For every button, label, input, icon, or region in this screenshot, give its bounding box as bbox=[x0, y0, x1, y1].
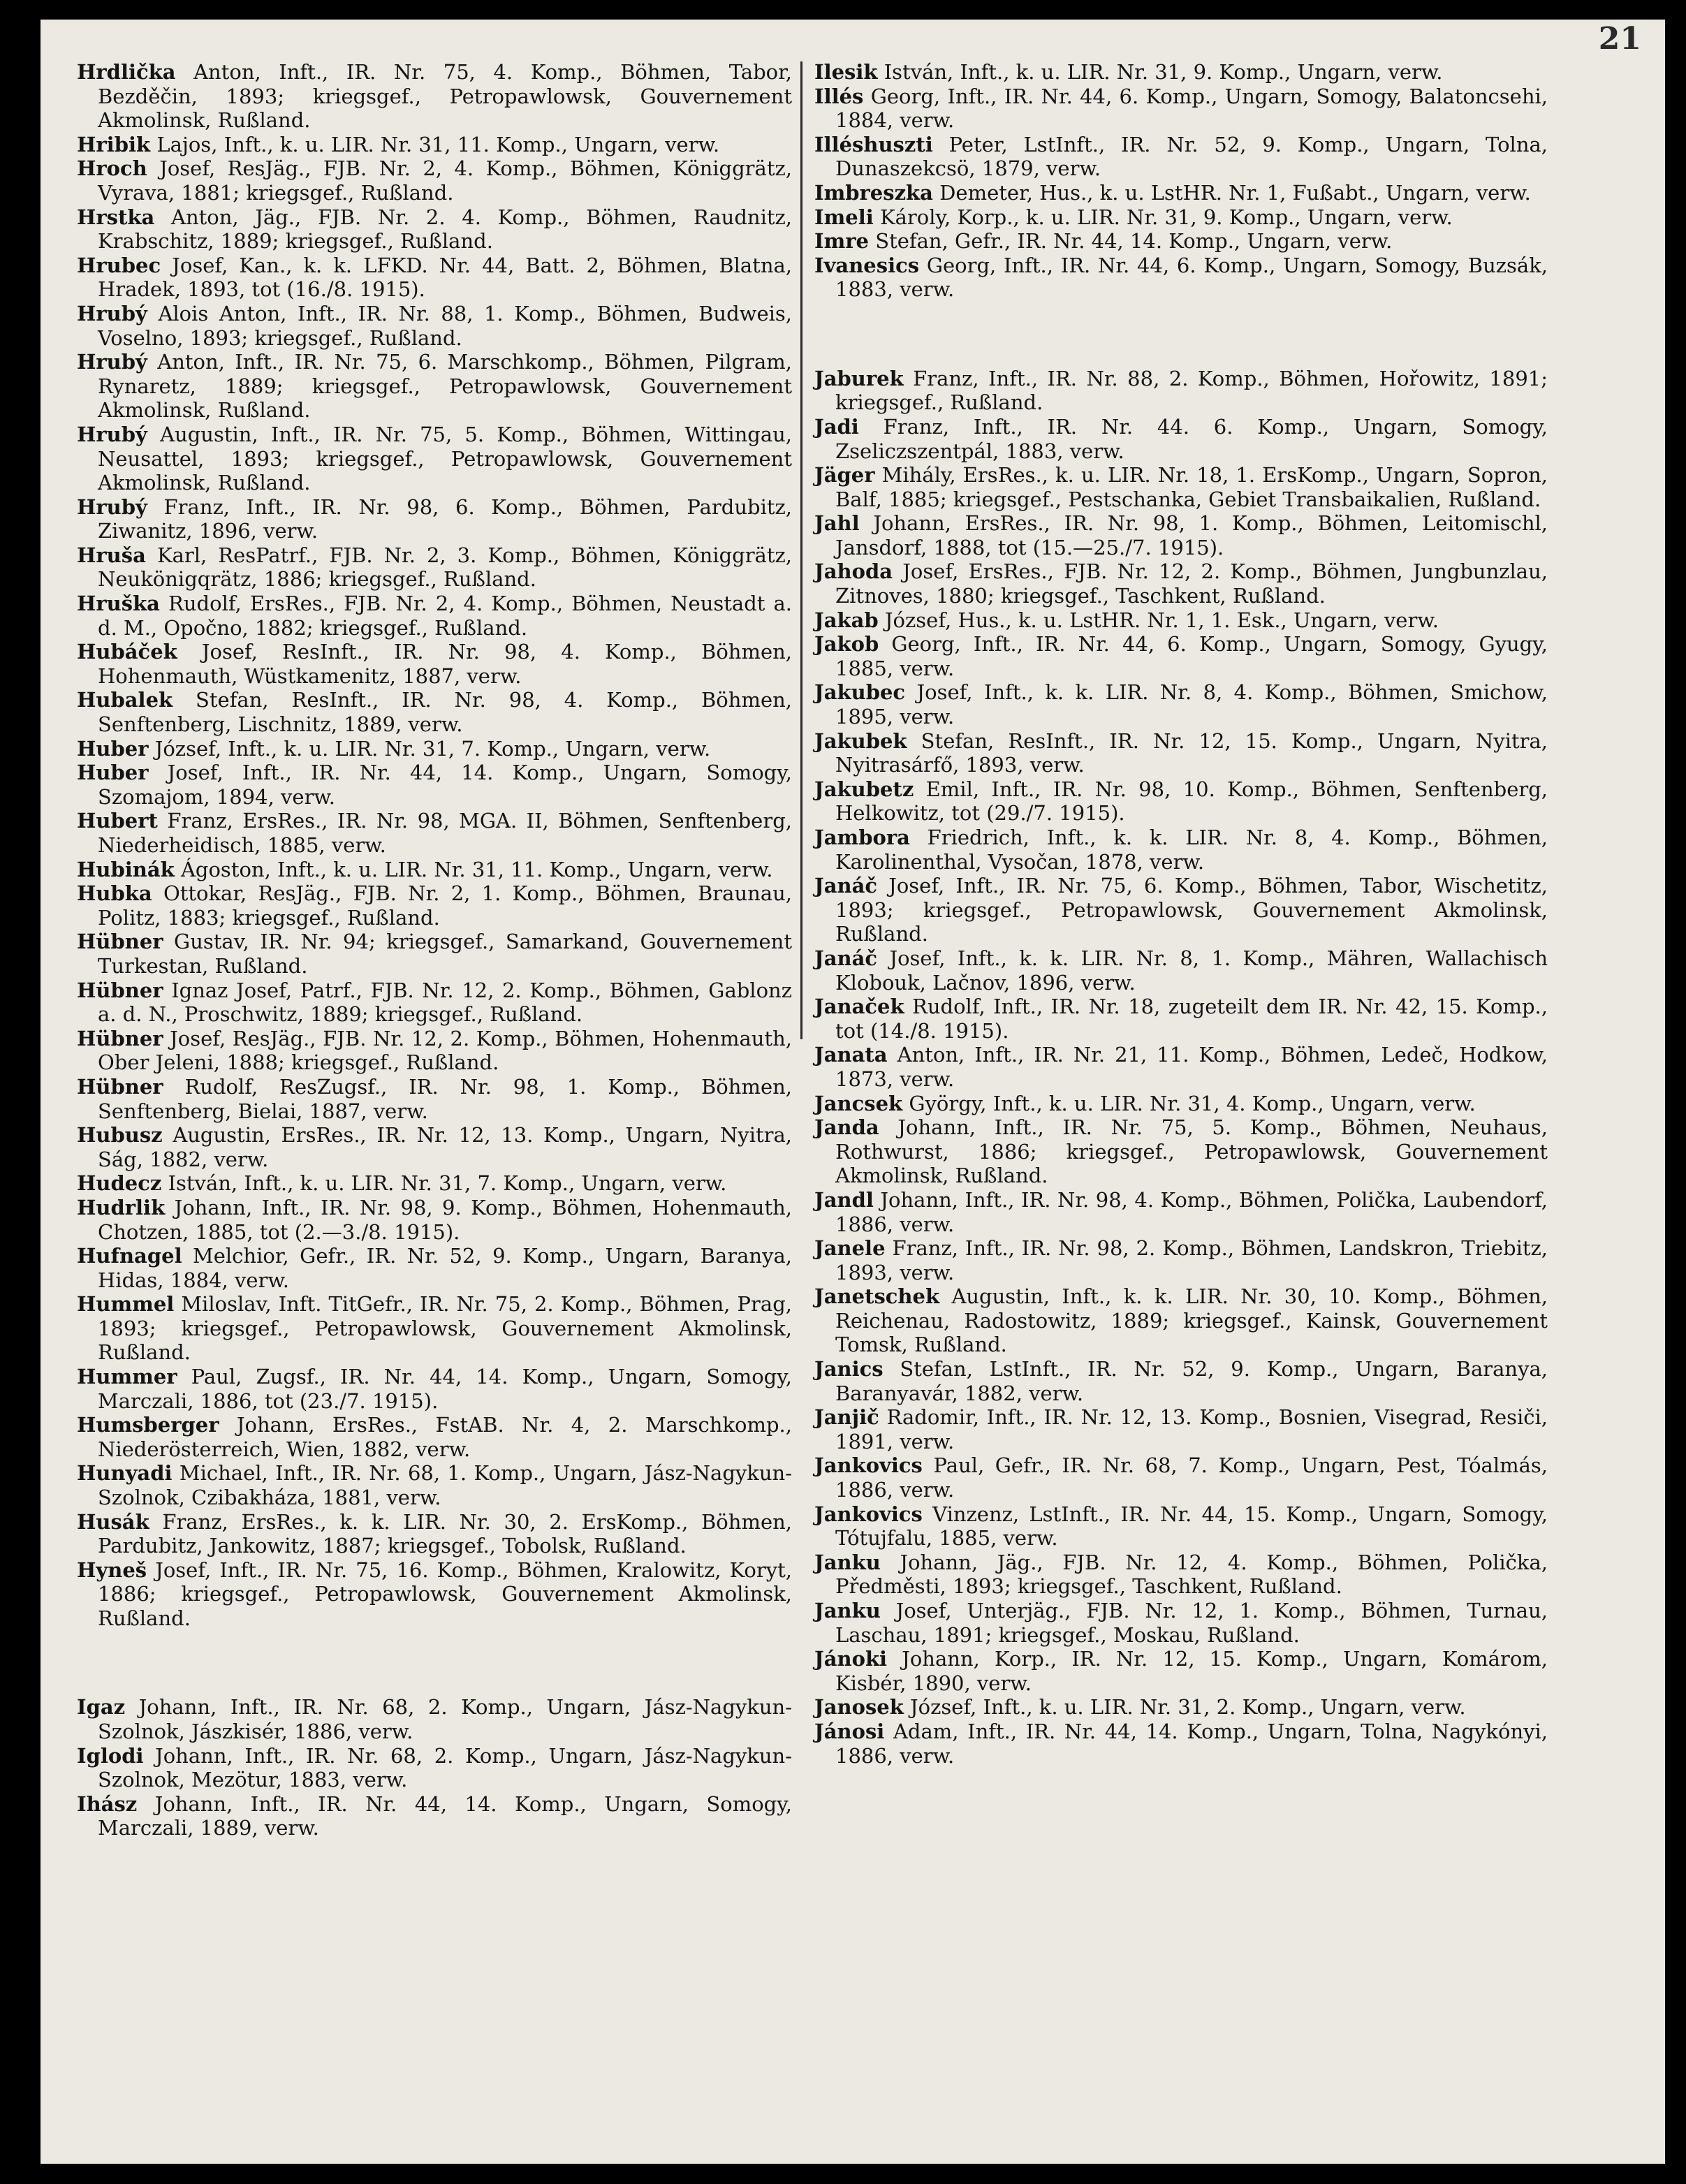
entry-surname: Janetschek bbox=[814, 1284, 940, 1309]
list-item bbox=[814, 1502, 1548, 1551]
entry-surname: Hubka bbox=[77, 881, 152, 906]
list-item bbox=[77, 254, 792, 302]
entry-details: Anton, Inft., IR. Nr. 21, 11. Komp., Böhmen, Ledeč, Hodkow, 1873, verw. bbox=[835, 1043, 1548, 1091]
entry-details: Vinzenz, LstInft., IR. Nr. 44, 15. Komp., Ungarn, Somogy, Tótujfalu, 1885, verw. bbox=[835, 1502, 1548, 1551]
entry-details: Friedrich, Inft., k. k. LIR. Nr. 8, 4. Komp., Böhmen, Karolinenthal, Vysočan, 1878, verw. bbox=[835, 826, 1548, 874]
entry-surname: Hrstka bbox=[77, 205, 155, 229]
list-item bbox=[77, 1196, 792, 1244]
list-item bbox=[814, 1720, 1548, 1768]
column-divider bbox=[800, 61, 802, 1039]
list-item bbox=[77, 1558, 792, 1631]
list-item bbox=[814, 85, 1548, 133]
entry-details: Johann, Inft., IR. Nr. 68, 2. Komp., Ungarn, Jász-Nagykun-Szolnok, Mezötur, 1883, verw. bbox=[98, 1743, 793, 1792]
entry-surname: Janata bbox=[814, 1043, 888, 1067]
entry-surname: Janics bbox=[814, 1357, 884, 1382]
entry-details: Radomir, Inft., IR. Nr. 12, 13. Komp., Bosnien, Visegrad, Resiči, 1891, verw. bbox=[835, 1405, 1548, 1453]
entry-surname: Hrubý bbox=[77, 350, 147, 374]
list-item bbox=[814, 559, 1548, 608]
list-item bbox=[77, 1244, 792, 1292]
entry-details: Ignaz Josef, Patrf., FJB. Nr. 12, 2. Komp., Böhmen, Gablonz a. d. N., Proschwitz, 1889; kriegsgef., Rußland. bbox=[98, 978, 792, 1027]
entry-details: Johann, Inft., IR. Nr. 98, 9. Komp., Böhmen, Hohenmauth, Chotzen, 1885, tot (2.—3./8. 1915). bbox=[98, 1195, 793, 1244]
entry-surname: Hübner bbox=[77, 1026, 163, 1050]
entry-details: Anton, Jäg., FJB. Nr. 2. 4. Komp., Böhmen, Raudnitz, Krabschitz, 1889; kriegsgef., Rußland. bbox=[98, 205, 792, 254]
list-item bbox=[814, 60, 1548, 85]
entry-details: Michael, Inft., IR. Nr. 68, 1. Komp., Ungarn, Jász-Nagykun-Szolnok, Czibakháza, 1881, verw. bbox=[98, 1461, 793, 1510]
entry-details: Johann, Jäg., FJB. Nr. 12, 4. Komp., Böhmen, Polička, Předměsti, 1893; kriegsgef., Taschkent, Rußland. bbox=[835, 1550, 1548, 1599]
entry-details: Franz, Inft., IR. Nr. 88, 2. Komp., Böhmen, Hořowitz, 1891; kriegsgef., Rußland. bbox=[835, 366, 1548, 415]
entry-details: Josef, Inft., IR. Nr. 75, 16. Komp., Böhmen, Kralowitz, Koryt, 1886; kriegsgef., Petropawlowsk, Gouvernement Akmolinsk, Rußland. bbox=[98, 1558, 792, 1630]
entry-details: Georg, Inft., IR. Nr. 44, 6. Komp., Ungarn, Somogy, Buzsák, 1883, verw. bbox=[835, 253, 1548, 302]
entry-details: Franz, Inft., IR. Nr. 98, 2. Komp., Böhmen, Landskron, Triebitz, 1893, verw. bbox=[835, 1236, 1548, 1284]
entry-details: Georg, Inft., IR. Nr. 44, 6. Komp., Ungarn, Somogy, Gyugy, 1885, verw. bbox=[835, 632, 1548, 680]
entry-details: József, Inft., k. u. LIR. Nr. 31, 2. Komp., Ungarn, verw. bbox=[910, 1695, 1466, 1720]
entry-details: Josef, ErsRes., FJB. Nr. 12, 2. Komp., Böhmen, Jungbunzlau, Zitnoves, 1880; kriegsgef., Taschkent, Rußland. bbox=[835, 559, 1548, 608]
entry-details: Franz, ErsRes., IR. Nr. 98, MGA. II, Böhmen, Senftenberg, Niederheidisch, 1885, verw. bbox=[98, 809, 792, 857]
list-item bbox=[77, 1461, 792, 1509]
entry-details: Gustav, IR. Nr. 94; kriegsgef., Samarkand, Gouvernement Turkestan, Rußland. bbox=[98, 930, 792, 978]
entry-surname: Janaček bbox=[814, 995, 904, 1019]
entry-surname: Jakubek bbox=[814, 728, 907, 753]
entry-details: István, Inft., k. u. LIR. Nr. 31, 7. Komp., Ungarn, verw. bbox=[168, 1171, 727, 1196]
list-item bbox=[814, 1188, 1548, 1236]
entry-details: Anton, Inft., IR. Nr. 75, 6. Marschkomp., Böhmen, Pilgram, Rynaretz, 1889; kriegsgef., Petropawlowsk, Gouvernement Akmolinsk, Rußland. bbox=[98, 350, 792, 423]
entry-details: Adam, Inft., IR. Nr. 44, 14. Komp., Ungarn, Tolna, Nagykónyi, 1886, verw. bbox=[835, 1719, 1548, 1768]
entry-details: Johann, ErsRes., IR. Nr. 98, 1. Komp., Böhmen, Leitomischl, Jansdorf, 1888, tot (15.—25./7. 1915). bbox=[835, 511, 1548, 559]
list-item bbox=[77, 809, 792, 857]
entry-details: Ágoston, Inft., k. u. LIR. Nr. 31, 11. Komp., Ungarn, verw. bbox=[180, 857, 773, 881]
list-item bbox=[814, 946, 1548, 995]
list-item bbox=[77, 156, 792, 205]
entry-surname: Ivanesics bbox=[814, 253, 920, 277]
entry-details: Stefan, Gefr., IR. Nr. 44, 14. Komp., Ungarn, verw. bbox=[875, 229, 1393, 254]
entry-details: Paul, Zugsf., IR. Nr. 44, 14. Komp., Ungarn, Somogy, Marczali, 1886, tot (23./7. 1915). bbox=[98, 1365, 792, 1413]
entry-surname: Jahl bbox=[814, 511, 860, 536]
list-item bbox=[814, 229, 1548, 254]
entry-details: Johann, Inft., IR. Nr. 44, 14. Komp., Ungarn, Somogy, Marczali, 1889, verw. bbox=[98, 1791, 792, 1840]
entry-details: Rudolf, ErsRes., FJB. Nr. 2, 4. Komp., Böhmen, Neustadt a. d. M., Opočno, 1882; kriegsgef., Rußland. bbox=[98, 592, 792, 640]
entry-surname: Hrubý bbox=[77, 422, 147, 446]
entry-surname: Hübner bbox=[77, 930, 163, 954]
entry-details: Rudolf, ResZugsf., IR. Nr. 98, 1. Komp., Böhmen, Senftenberg, Bielai, 1887, verw. bbox=[98, 1074, 792, 1123]
scanned-page bbox=[41, 20, 1665, 2164]
entry-details: István, Inft., k. u. LIR. Nr. 31, 9. Komp., Ungarn, verw. bbox=[884, 60, 1443, 84]
entry-surname: Hubert bbox=[77, 809, 158, 833]
entry-surname: Humsberger bbox=[77, 1413, 219, 1437]
list-item bbox=[77, 858, 792, 882]
entry-surname: Imbreszka bbox=[814, 180, 933, 205]
entry-details: Stefan, ResInft., IR. Nr. 98, 4. Komp., Böhmen, Senftenberg, Lischnitz, 1889, verw. bbox=[98, 688, 793, 737]
list-item bbox=[77, 1292, 792, 1365]
list-item bbox=[814, 1405, 1548, 1453]
entry-surname: Jancsek bbox=[814, 1091, 903, 1115]
entry-surname: Igaz bbox=[77, 1695, 126, 1720]
entry-surname: Janjič bbox=[814, 1405, 879, 1430]
entry-details: Josef, ResInft., IR. Nr. 98, 4. Komp., Böhmen, Hohenmauth, Wüstkamenitz, 1887, verw. bbox=[98, 640, 793, 688]
list-item bbox=[814, 367, 1548, 415]
entry-surname: Jakab bbox=[814, 608, 879, 632]
entry-details: Franz, Inft., IR. Nr. 44. 6. Komp., Ungarn, Somogy, Zseliczszentpál, 1883, verw. bbox=[835, 414, 1548, 463]
entry-surname: Janku bbox=[814, 1550, 881, 1574]
entry-details: Karl, ResPatrf., FJB. Nr. 2, 3. Komp., Böhmen, Königgrätz, Neukönigqrätz, 1886; kriegsgef., Rußland. bbox=[98, 543, 793, 592]
entry-details: Emil, Inft., IR. Nr. 98, 10. Komp., Böhmen, Senftenberg, Helkowitz, tot (29./7. 1915). bbox=[835, 777, 1548, 826]
entry-surname: Hribik bbox=[77, 132, 151, 156]
list-item bbox=[77, 350, 792, 423]
entry-surname: Hubinák bbox=[77, 857, 175, 881]
list-item bbox=[77, 761, 792, 809]
list-item bbox=[77, 1171, 792, 1196]
entry-surname: Ihász bbox=[77, 1791, 138, 1816]
list-item bbox=[814, 1551, 1548, 1599]
list-item bbox=[814, 1357, 1548, 1405]
entry-details: Ottokar, ResJäg., FJB. Nr. 2, 1. Komp., Böhmen, Braunau, Politz, 1883; kriegsgef., Rußland. bbox=[98, 881, 793, 930]
entry-details: Augustin, Inft., IR. Nr. 75, 5. Komp., Böhmen, Wittingau, Neusattel, 1893; kriegsgef., Petropawlowsk, Gouvernement Akmolinsk, Rußland. bbox=[98, 422, 793, 495]
list-item bbox=[77, 543, 792, 592]
entry-surname: Imeli bbox=[814, 205, 874, 229]
entry-surname: Jakubec bbox=[814, 680, 906, 705]
entry-surname: Illés bbox=[814, 84, 864, 108]
list-item bbox=[814, 874, 1548, 946]
list-item bbox=[814, 1043, 1548, 1091]
entry-details: Josef, ResJäg., FJB. Nr. 2, 4. Komp., Böhmen, Königgrätz, Vyrava, 1881; kriegsgef., Rußland. bbox=[98, 156, 792, 205]
entry-details: Johann, Inft., IR. Nr. 75, 5. Komp., Böhmen, Neuhaus, Rothwurst, 1886; kriegsgef., Petropawlowsk, Gouvernement Akmolinsk, Rußland. bbox=[835, 1115, 1548, 1188]
entry-surname: Janáč bbox=[814, 946, 878, 970]
entry-surname: Hrdlička bbox=[77, 60, 176, 84]
entry-details: Rudolf, Inft., IR. Nr. 18, zugeteilt dem IR. Nr. 42, 15. Komp., tot (14./8. 1915). bbox=[835, 995, 1548, 1043]
list-item bbox=[77, 1744, 792, 1792]
entry-surname: Iglodi bbox=[77, 1743, 144, 1768]
entry-details: Josef, Inft., IR. Nr. 44, 14. Komp., Ungarn, Somogy, Szomajom, 1894, verw. bbox=[98, 761, 793, 809]
entry-surname: Janele bbox=[814, 1236, 886, 1261]
entry-details: Stefan, LstInft., IR. Nr. 52, 9. Komp., Ungarn, Baranya, Baranyavár, 1882, verw. bbox=[835, 1357, 1548, 1405]
list-item bbox=[814, 511, 1548, 559]
entry-details: Josef, Kan., k. k. LFKD. Nr. 44, Batt. 2, Böhmen, Blatna, Hradek, 1893, tot (16./8. 1915). bbox=[98, 253, 793, 302]
entry-surname: Jambora bbox=[814, 826, 910, 850]
list-item bbox=[814, 826, 1548, 874]
entry-details: Josef, ResJäg., FJB. Nr. 12, 2. Komp., Böhmen, Hohenmauth, Ober Jeleni, 1888; kriegsgef., Rußland. bbox=[98, 1026, 793, 1075]
entry-details: György, Inft., k. u. LIR. Nr. 31, 4. Komp., Ungarn, verw. bbox=[909, 1091, 1476, 1115]
list-item bbox=[814, 1599, 1548, 1647]
entry-surname: Hrubý bbox=[77, 301, 147, 325]
list-item bbox=[77, 1695, 792, 1743]
list-item bbox=[814, 415, 1548, 463]
entry-surname: Hroch bbox=[77, 156, 147, 181]
section-gap bbox=[77, 1631, 792, 1696]
entry-surname: Hrubý bbox=[77, 494, 147, 519]
entry-surname: Huber bbox=[77, 736, 149, 761]
entry-details: Augustin, ErsRes., IR. Nr. 12, 13. Komp., Ungarn, Nyitra, Ság, 1882, verw. bbox=[98, 1123, 792, 1171]
list-item bbox=[77, 688, 792, 736]
entry-details: Georg, Inft., IR. Nr. 44, 6. Komp., Ungarn, Somogy, Balatoncsehi, 1884, verw. bbox=[835, 84, 1548, 133]
entry-details: Johann, Inft., IR. Nr. 68, 2. Komp., Ungarn, Jász-Nagykun-Szolnok, Jászkisér, 1886, verw. bbox=[98, 1695, 793, 1743]
list-item bbox=[814, 729, 1548, 777]
list-item bbox=[77, 1027, 792, 1075]
entry-surname: Hummel bbox=[77, 1292, 175, 1317]
entry-surname: Janda bbox=[814, 1115, 879, 1140]
entry-details: Demeter, Hus., k. u. LstHR. Nr. 1, Fußabt., Ungarn, verw. bbox=[939, 180, 1531, 205]
list-item bbox=[814, 1695, 1548, 1720]
list-item bbox=[814, 608, 1548, 633]
entry-details: József, Inft., k. u. LIR. Nr. 31, 7. Komp., Ungarn, verw. bbox=[154, 736, 711, 761]
page-number: 21 bbox=[1598, 21, 1641, 57]
entry-surname: Hübner bbox=[77, 978, 163, 1002]
left-column bbox=[77, 60, 792, 1840]
entry-surname: Jakubetz bbox=[814, 777, 914, 801]
entry-surname: Jankovics bbox=[814, 1453, 923, 1478]
entry-details: Melchior, Gefr., IR. Nr. 52, 9. Komp., Ungarn, Baranya, Hidas, 1884, verw. bbox=[98, 1244, 792, 1292]
list-item bbox=[814, 1236, 1548, 1284]
list-item bbox=[77, 592, 792, 640]
entry-details: Mihály, ErsRes., k. u. LIR. Nr. 18, 1. ErsKomp., Ungarn, Sopron, Balf, 1885; kriegsgef., Pestschanka, Gebiet Transbaikalien, Rußland. bbox=[835, 463, 1548, 511]
list-item bbox=[814, 181, 1548, 205]
entry-details: József, Hus., k. u. LstHR. Nr. 1, 1. Esk., Ungarn, verw. bbox=[884, 608, 1439, 632]
entry-surname: Hübner bbox=[77, 1074, 163, 1099]
list-item bbox=[814, 777, 1548, 826]
list-item bbox=[814, 254, 1548, 302]
list-item bbox=[77, 930, 792, 978]
entry-surname: Janáč bbox=[814, 874, 878, 898]
entry-surname: Jaburek bbox=[814, 366, 904, 390]
section-gap bbox=[814, 302, 1548, 367]
entry-details: Josef, Inft., k. k. LIR. Nr. 8, 4. Komp., Böhmen, Smichow, 1895, verw. bbox=[835, 680, 1548, 729]
list-item bbox=[814, 1115, 1548, 1188]
entry-details: Alois Anton, Inft., IR. Nr. 88, 1. Komp., Böhmen, Budweis, Voselno, 1893; kriegsgef., Rußland. bbox=[98, 301, 793, 350]
entry-details: Johann, ErsRes., FstAB. Nr. 4, 2. Marschkomp., Niederösterreich, Wien, 1882, verw. bbox=[98, 1413, 792, 1461]
entry-surname: Janosek bbox=[814, 1695, 904, 1720]
entry-details: Stefan, ResInft., IR. Nr. 12, 15. Komp., Ungarn, Nyitra, Nyitrasárfő, 1893, verw. bbox=[835, 728, 1548, 777]
entry-surname: Jankovics bbox=[814, 1502, 923, 1526]
entry-surname: Jánosi bbox=[814, 1719, 885, 1743]
entry-details: Josef, Inft., IR. Nr. 75, 6. Komp., Böhmen, Tabor, Wischetitz, 1893; kriegsgef., Petropawlowsk, Gouvernement Akmolinsk, Rußland. bbox=[835, 874, 1548, 946]
list-item bbox=[814, 632, 1548, 680]
list-item bbox=[77, 60, 792, 133]
entry-surname: Jahoda bbox=[814, 559, 893, 584]
list-item bbox=[814, 995, 1548, 1043]
entry-surname: Imre bbox=[814, 229, 869, 254]
entry-details: Josef, Inft., k. k. LIR. Nr. 8, 1. Komp., Mähren, Wallachisch Klobouk, Lačnov, 1896, verw. bbox=[835, 946, 1548, 995]
entry-details: Josef, Unterjäg., FJB. Nr. 12, 1. Komp., Böhmen, Turnau, Laschau, 1891; kriegsgef., Moskau, Rußland. bbox=[835, 1599, 1548, 1647]
entry-surname: Jakob bbox=[814, 632, 879, 657]
list-item bbox=[77, 1123, 792, 1171]
list-item bbox=[814, 205, 1548, 230]
list-item bbox=[77, 1413, 792, 1461]
right-column bbox=[814, 60, 1548, 1768]
entry-surname: Hubáček bbox=[77, 640, 177, 664]
entry-surname: Hubusz bbox=[77, 1123, 163, 1148]
list-item bbox=[77, 881, 792, 930]
entry-details: Miloslav, Inft. TitGefr., IR. Nr. 75, 2. Komp., Böhmen, Prag, 1893; kriegsgef., Petropawlowsk, Gouvernement Akmolinsk, Rußland. bbox=[98, 1292, 792, 1365]
list-item bbox=[814, 1647, 1548, 1695]
entry-surname: Ilesik bbox=[814, 60, 878, 84]
entry-surname: Hubalek bbox=[77, 688, 173, 712]
list-item bbox=[77, 302, 792, 350]
list-item bbox=[77, 1365, 792, 1413]
entry-surname: Husák bbox=[77, 1509, 149, 1534]
entry-details: Johann, Korp., IR. Nr. 12, 15. Komp., Ungarn, Komárom, Kisbér, 1890, verw. bbox=[835, 1647, 1548, 1695]
list-item bbox=[77, 737, 792, 761]
entry-surname: Hummer bbox=[77, 1365, 177, 1389]
entry-surname: Illéshuszti bbox=[814, 132, 933, 156]
entry-details: Anton, Inft., IR. Nr. 75, 4. Komp., Böhmen, Tabor, Bezděčin, 1893; kriegsgef., Petropawlowsk, Gouvernement Akmolinsk, Rußland. bbox=[98, 60, 792, 133]
entry-details: Peter, LstInft., IR. Nr. 52, 9. Komp., Ungarn, Tolna, Dunaszekcsö, 1879, verw. bbox=[835, 132, 1548, 181]
list-item bbox=[814, 680, 1548, 728]
entry-surname: Hruša bbox=[77, 543, 146, 567]
list-item bbox=[77, 423, 792, 495]
entry-details: Paul, Gefr., IR. Nr. 68, 7. Komp., Ungarn, Pest, Tóalmás, 1886, verw. bbox=[835, 1453, 1548, 1502]
list-item bbox=[77, 133, 792, 157]
entry-details: Franz, ErsRes., k. k. LIR. Nr. 30, 2. ErsKomp., Böhmen, Pardubitz, Jankowitz, 1887; kriegsgef., Tobolsk, Rußland. bbox=[98, 1509, 792, 1558]
entry-details: Franz, Inft., IR. Nr. 98, 6. Komp., Böhmen, Pardubitz, Ziwanitz, 1896, verw. bbox=[98, 494, 792, 543]
list-item bbox=[77, 1075, 792, 1123]
entry-surname: Hruška bbox=[77, 592, 160, 616]
entry-details: Augustin, Inft., k. k. LIR. Nr. 30, 10. Komp., Böhmen, Reichenau, Radostowitz, 1889; kriegsgef., Kainsk, Gouvernement Tomsk, Rußland. bbox=[835, 1284, 1548, 1357]
entry-details: Lajos, Inft., k. u. LIR. Nr. 31, 11. Komp., Ungarn, verw. bbox=[156, 132, 720, 156]
entry-surname: Jánoki bbox=[814, 1647, 888, 1671]
entry-surname: Hunyadi bbox=[77, 1461, 173, 1486]
list-item bbox=[77, 1510, 792, 1558]
list-item bbox=[814, 133, 1548, 181]
list-item bbox=[814, 1284, 1548, 1357]
entry-surname: Huber bbox=[77, 761, 149, 785]
entry-surname: Jandl bbox=[814, 1187, 874, 1212]
entry-surname: Hudecz bbox=[77, 1171, 162, 1196]
list-item bbox=[77, 979, 792, 1027]
list-item bbox=[814, 1453, 1548, 1502]
list-item bbox=[77, 640, 792, 688]
entry-surname: Janku bbox=[814, 1599, 881, 1623]
entry-surname: Hrubec bbox=[77, 253, 161, 277]
entry-surname: Jäger bbox=[814, 463, 875, 488]
list-item bbox=[77, 1792, 792, 1840]
list-item bbox=[814, 463, 1548, 511]
entry-surname: Hufnagel bbox=[77, 1244, 182, 1268]
list-item bbox=[814, 1092, 1548, 1116]
entry-surname: Hudrlik bbox=[77, 1195, 166, 1219]
list-item bbox=[77, 495, 792, 543]
entry-surname: Jadi bbox=[814, 414, 859, 439]
list-item bbox=[77, 205, 792, 254]
entry-details: Johann, Inft., IR. Nr. 98, 4. Komp., Böhmen, Polička, Laubendorf, 1886, verw. bbox=[835, 1187, 1548, 1236]
entry-surname: Hyneš bbox=[77, 1558, 147, 1582]
entry-details: Károly, Korp., k. u. LIR. Nr. 31, 9. Komp., Ungarn, verw. bbox=[879, 205, 1453, 229]
